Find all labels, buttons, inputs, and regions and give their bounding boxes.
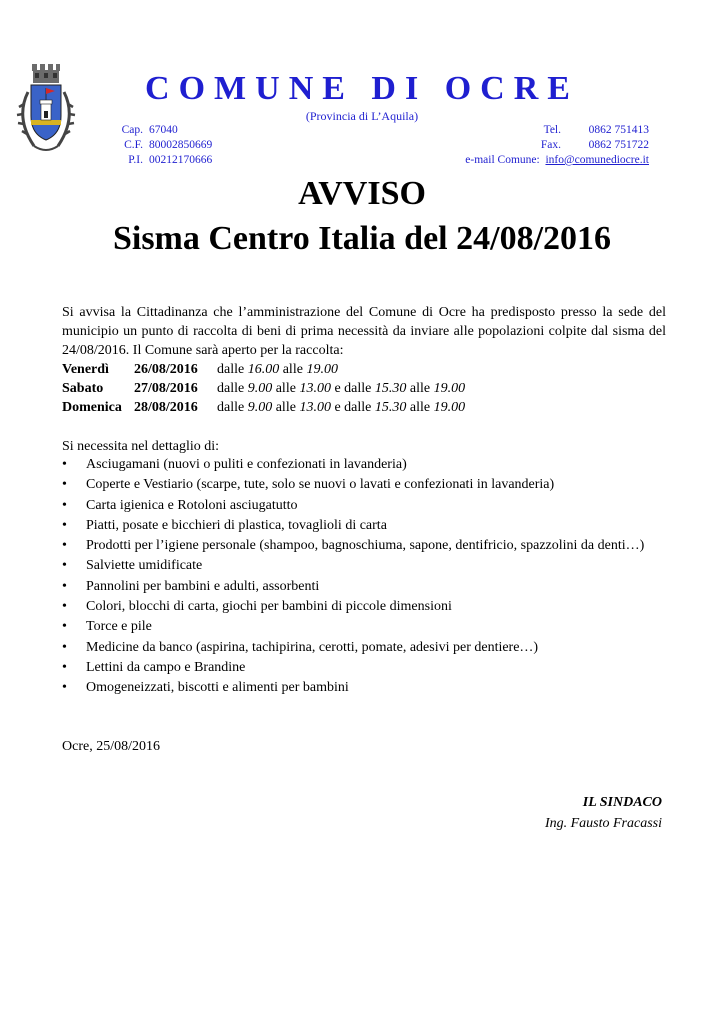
cap-value: 67040	[149, 124, 178, 136]
pi-value: 00212170666	[149, 154, 213, 166]
list-item: • Salviette umidificate	[62, 556, 666, 576]
schedule-date: 27/08/2016	[134, 381, 198, 396]
cf-line	[117, 138, 212, 153]
tel-label: Tel.	[543, 124, 561, 136]
fax-label: Fax.	[540, 139, 561, 151]
signature-name: Ing. Fausto Fracassi	[544, 816, 662, 831]
fax-line	[465, 138, 649, 153]
cap-line	[117, 123, 212, 138]
signature-title: IL SINDACO	[582, 795, 662, 810]
schedule-date: 28/08/2016	[134, 400, 198, 415]
list-item: • Omogeneizzati, biscotti e alimenti per bambini	[62, 678, 666, 698]
schedule-hours: dalle 9.00 alle 13.00 e dalle 15.30 alle 19.00	[217, 400, 466, 415]
intro-paragraph: Si avvisa la Cittadinanza che l’amministrazione del Comune di Ocre ha predisposto presso la sede del municipio un punto di raccolta di beni di prima necessità da inviare alle popolazioni colpite dal sisma del 24/08/2016. Il Comune sarà aperto per la raccolta:	[62, 305, 666, 358]
email-line	[465, 153, 649, 168]
cap-label: Cap.	[121, 124, 143, 136]
contact-left	[117, 123, 212, 168]
list-item: • Piatti, posate e bicchieri di plastica, tovaglioli di carta	[62, 516, 666, 536]
contact-right	[465, 123, 649, 168]
cf-value: 80002850669	[149, 139, 213, 151]
schedule-hours: dalle 16.00 alle 19.00	[217, 362, 338, 377]
schedule-day: Sabato	[62, 381, 104, 396]
schedule-date: 26/08/2016	[134, 362, 198, 377]
municipality-title: COMUNE DI OCRE	[145, 70, 579, 107]
tel-value: 0862 751413	[588, 124, 649, 136]
notice-subtitle: Sisma Centro Italia del 24/08/2016	[112, 220, 612, 257]
notice-heading: AVVISO	[298, 175, 426, 212]
list-item: • Coperte e Vestiario (scarpe, tute, solo se nuovi o lavati e confezionati in lavanderia)	[62, 475, 666, 495]
list-item: • Torce e pile	[62, 617, 666, 637]
email-label: e-mail Comune:	[465, 154, 540, 166]
needs-heading: Si necessita nel dettaglio di:	[62, 439, 220, 454]
list-item: • Lettini da campo e Brandine	[62, 658, 666, 678]
email-link[interactable]: info@comunediocre.it	[545, 154, 649, 166]
needs-list	[62, 455, 666, 699]
schedule-day: Domenica	[62, 400, 122, 415]
list-item: • Carta igienica e Rotoloni asciugatutto	[62, 496, 666, 516]
tel-line	[465, 123, 649, 138]
pi-label: P.I.	[128, 154, 143, 166]
cf-label: C.F.	[124, 139, 143, 151]
fax-value: 0862 751722	[588, 139, 649, 151]
list-item: • Prodotti per l’igiene personale (shampoo, bagnoschiuma, sapone, dentifricio, spazzolini da denti…)	[62, 536, 666, 556]
list-item: • Pannolini per bambini e adulti, assorbenti	[62, 577, 666, 597]
province-label: (Provincia di L’Aquila)	[305, 109, 419, 123]
pi-line	[117, 153, 212, 168]
schedule-hours: dalle 9.00 alle 13.00 e dalle 15.30 alle 19.00	[217, 381, 466, 396]
list-item: • Medicine da banco (aspirina, tachipirina, cerotti, pomate, adesivi per dentiere…)	[62, 638, 666, 658]
schedule-day: Venerdì	[62, 362, 109, 377]
place-date: Ocre, 25/08/2016	[62, 739, 160, 754]
list-item: • Asciugamani (nuovi o puliti e confezionati in lavanderia)	[62, 455, 666, 475]
list-item: • Colori, blocchi di carta, giochi per bambini di piccole dimensioni	[62, 597, 666, 617]
